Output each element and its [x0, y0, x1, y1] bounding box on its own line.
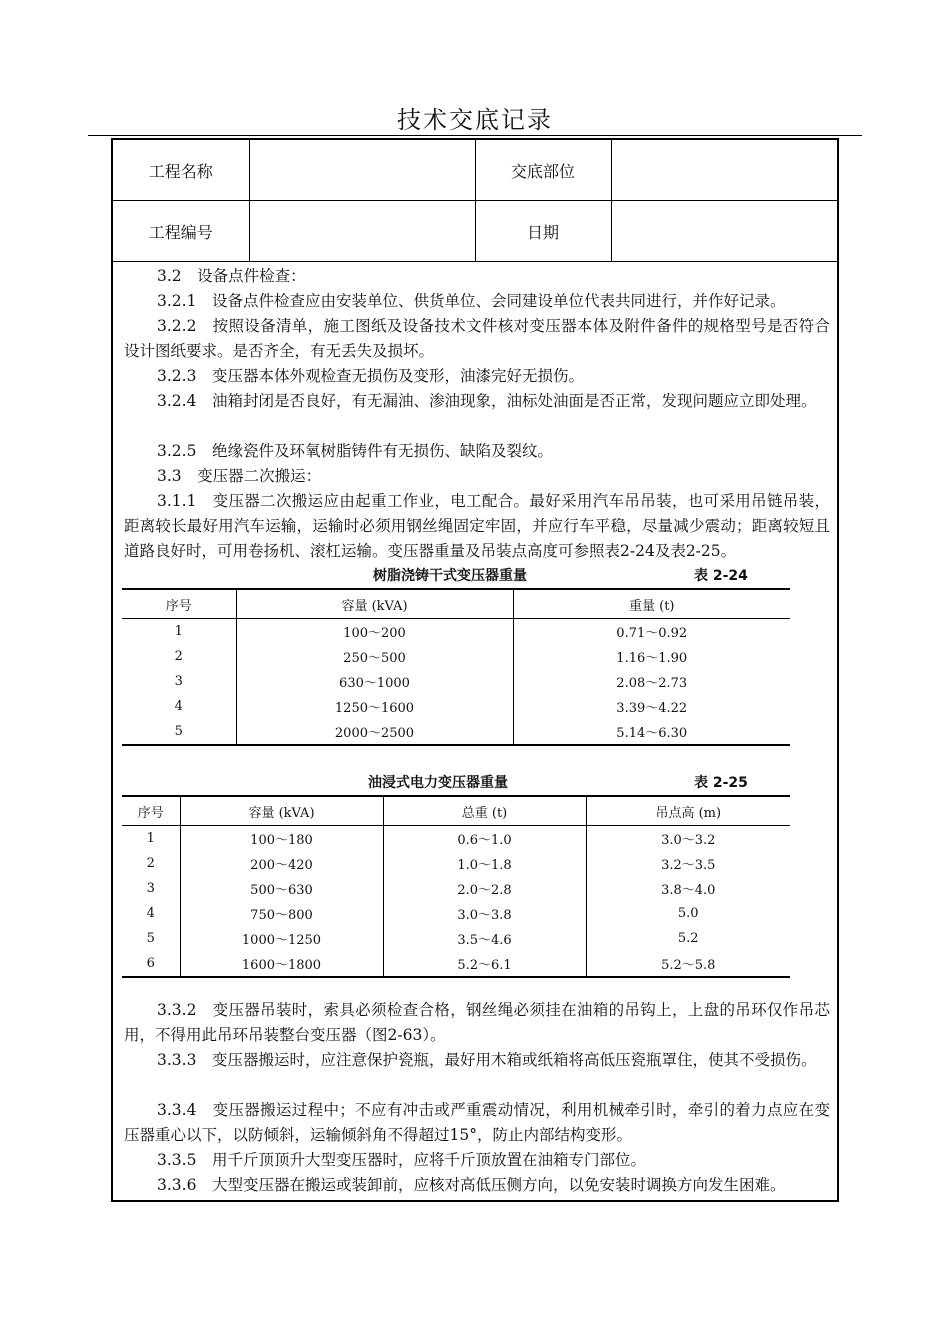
table-cell: 3.5～4.6 [383, 926, 586, 951]
table-cell: 2 [174, 649, 183, 664]
table-cell: 2 [146, 856, 155, 871]
table2-header-cell: 吊点高 (m) [586, 796, 790, 826]
table-cell: 5.14～6.30 [513, 719, 790, 745]
part-label: 交底部位 [475, 140, 611, 201]
table-cell: 750～800 [180, 901, 383, 926]
table1-header-row [122, 589, 790, 619]
table-cell: 3.39～4.22 [513, 694, 790, 719]
table-cell: 250～500 [236, 644, 513, 669]
table-cell: 1000～1250 [180, 926, 383, 951]
table-cell: 1 [146, 831, 155, 846]
table2-header-cell: 总重 (t) [383, 796, 586, 826]
paragraph: 3.2.2 按照设备清单，施工图纸及设备技术文件核对变压器本体及附件备件的规格型号是否符合设计图纸要求。是否齐全，有无丢失及损坏。 [124, 317, 830, 360]
table-cell: 3.8～4.0 [586, 876, 790, 901]
table-cell: 1 [174, 624, 183, 639]
table-cell: 100～200 [236, 619, 513, 645]
table-cell: 5 [146, 931, 155, 946]
paragraph: 3.3 变压器二次搬运： [157, 467, 322, 485]
paragraph: 3.2.5 绝缘瓷件及环氧树脂铸件有无损伤、缺陷及裂纹。 [157, 442, 553, 460]
table1-number: 表 2-24 [694, 568, 748, 584]
table-cell: 3 [146, 881, 155, 896]
table1-header-cell: 序号 [122, 589, 236, 619]
table-cell: 500～630 [180, 876, 383, 901]
table-cell: 3.0～3.8 [383, 901, 586, 926]
table-cell: 2.0～2.8 [383, 876, 586, 901]
date-field[interactable] [611, 201, 837, 262]
table-cell: 200～420 [180, 851, 383, 876]
title-divider [88, 135, 862, 136]
table-cell: 4 [146, 906, 155, 921]
table-row [122, 926, 790, 951]
project-name-label: 工程名称 [113, 140, 249, 201]
table2-header-cell: 容量 (kVA) [180, 796, 383, 826]
paragraph: 3.1.1 变压器二次搬运应由起重工作业，电工配合。最好采用汽车吊吊装，也可采用吊链吊装，距离较长最好用汽车运输，运输时必须用钢丝绳固定牢固，并应行车平稳，尽量减少震动；距离较短且道路良好时，可用卷扬机、滚杠运输。变压器重量及吊装点高度可参照表2-24及表2-25。 [124, 492, 830, 560]
table-cell: 5.2 [586, 926, 790, 951]
header-table [113, 140, 837, 262]
table-cell: 5.0 [586, 901, 790, 926]
table-cell: 5.2～5.8 [586, 951, 790, 977]
project-no-label: 工程编号 [113, 201, 249, 262]
table-row [122, 851, 790, 876]
table-row [122, 951, 790, 977]
table-cell: 630～1000 [236, 669, 513, 694]
paragraph: 3.3.4 变压器搬运过程中；不应有冲击或严重震动情况，利用机械牵引时，牵引的着力点应在变压器重心以下，以防倾斜，运输倾斜角不得超过15°，防止内部结构变形。 [124, 1101, 830, 1144]
table-row [122, 876, 790, 901]
table-row [122, 619, 790, 645]
paragraph: 3.2 设备点件检查： [157, 267, 306, 285]
table-row [122, 901, 790, 926]
table2 [122, 795, 790, 978]
table-cell: 1250～1600 [236, 694, 513, 719]
table1-header-cell: 容量 (kVA) [236, 589, 513, 619]
table-cell: 1.16～1.90 [513, 644, 790, 669]
header-row [113, 201, 837, 262]
table-cell: 4 [174, 699, 183, 714]
paragraph: 3.3.2 变压器吊装时，索具必须检查合格，钢丝绳必须挂在油箱的吊钩上，上盘的吊环仅作吊芯用，不得用此吊环吊装整台变压器（图2-63）。 [124, 1001, 830, 1044]
table-row [122, 644, 790, 669]
table2-number: 表 2-25 [694, 775, 748, 791]
paragraph: 3.2.3 变压器本体外观检查无损伤及变形，油漆完好无损伤。 [157, 367, 584, 385]
table-cell: 6 [122, 951, 180, 977]
paragraph: 3.2.4 油箱封闭是否良好，有无漏油、渗油现象，油标处油面是否正常，发现问题应立即处理。 [157, 392, 817, 410]
table-cell: 1600～1800 [180, 951, 383, 977]
table-cell: 3.2～3.5 [586, 851, 790, 876]
paragraph: 3.3.5 用千斤顶顶升大型变压器时，应将千斤顶放置在油箱专门部位。 [157, 1151, 646, 1169]
table-row [122, 694, 790, 719]
table2-header-cell: 序号 [122, 796, 180, 826]
table-cell: 0.6～1.0 [383, 826, 586, 852]
table-cell: 2000～2500 [236, 719, 513, 745]
paragraph: 3.3.6 大型变压器在搬运或装卸前，应核对高低压侧方向，以免安装时调换方向发生困难。 [157, 1176, 786, 1194]
table-cell: 0.71～0.92 [513, 619, 790, 645]
project-no-field[interactable] [249, 201, 475, 262]
table1 [122, 588, 790, 746]
table-cell: 3.0～3.2 [586, 826, 790, 852]
paragraph: 3.3.3 变压器搬运时，应注意保护瓷瓶，最好用木箱或纸箱将高低压瓷瓶罩住，使其不受损伤。 [157, 1051, 817, 1069]
document-title: 技术交底记录 [397, 106, 553, 134]
table1-header-cell: 重量 (t) [513, 589, 790, 619]
table2-title: 油浸式电力变压器重量 [368, 775, 508, 791]
table-row [122, 669, 790, 694]
table2-header-row [122, 796, 790, 826]
header-row [113, 140, 837, 201]
part-field[interactable] [611, 140, 837, 201]
table-cell: 2.08～2.73 [513, 669, 790, 694]
table-cell: 100～180 [180, 826, 383, 852]
table-row [122, 719, 790, 745]
table-cell: 5 [122, 719, 236, 745]
table-cell: 3 [174, 674, 183, 689]
date-label: 日期 [475, 201, 611, 262]
paragraph: 3.2.1 设备点件检查应由安装单位、供货单位、会同建设单位代表共同进行，并作好记录。 [157, 292, 786, 310]
table-row [122, 826, 790, 852]
project-name-field[interactable] [249, 140, 475, 201]
table-cell: 1.0～1.8 [383, 851, 586, 876]
record-frame [111, 138, 839, 1202]
table1-title: 树脂浇铸干式变压器重量 [373, 568, 527, 584]
table-cell: 5.2～6.1 [383, 951, 586, 977]
